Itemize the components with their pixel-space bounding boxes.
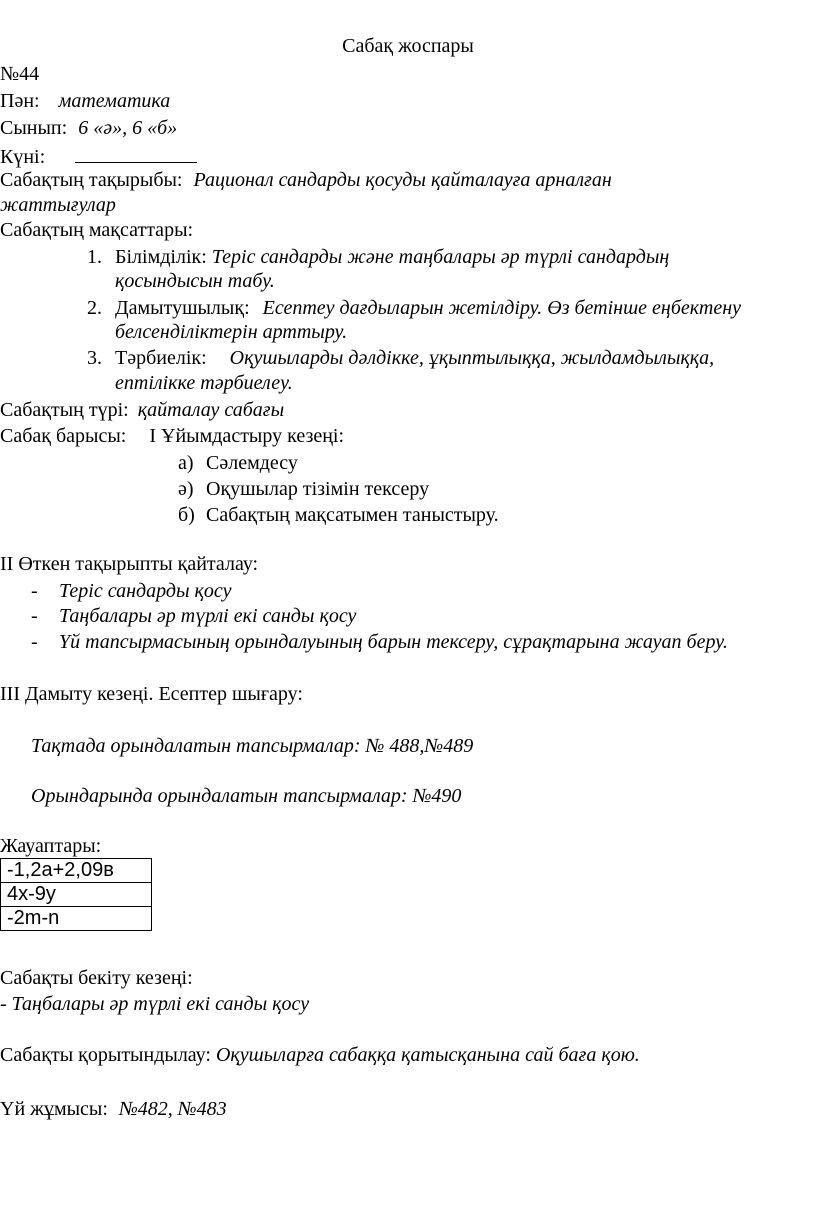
stage2-item: [31, 579, 231, 603]
goal-item: [87, 346, 714, 370]
stage1-step: [178, 451, 298, 475]
progress-row: [0, 424, 344, 448]
step-mark: ә): [178, 478, 194, 500]
goal-text-cont: белсенділіктерін арттыру.: [115, 321, 348, 343]
step-text: Сәлемдесу: [206, 452, 298, 474]
goal-label: Тәрбиелік:: [115, 347, 207, 369]
subject-row: [0, 89, 170, 113]
stage1-step: [178, 503, 499, 527]
progress-label: Сабақ барысы:: [0, 425, 127, 447]
grade-value: 6 «ә», 6 «б»: [78, 117, 178, 139]
homework-row: [0, 1097, 227, 1121]
goal-text: Оқушыларды дәлдікке, ұқыптылыққа, жылдамдылыққа,: [229, 347, 715, 369]
grade-row: [0, 116, 177, 140]
stage2-item-text: Таңбалары әр түрлі екі санды қосу: [59, 605, 357, 627]
stage1-title: I Ұйымдастыру кезеңі:: [149, 425, 345, 447]
goals-label: Сабақтың мақсаттары:: [0, 219, 194, 241]
goal-text: Теріс сандарды және таңбалары әр түрлі сандардың: [211, 246, 670, 268]
topic-value-cont: жаттығулар: [0, 194, 116, 216]
dash-bullet: -: [31, 580, 38, 602]
stage2-item-text: Үй тапсырмасының орындалуының барын тексеру, сұрақтарына жауап беру.: [59, 631, 728, 653]
stage2-item-text: Теріс сандарды қосу: [59, 580, 232, 602]
summary-label: Сабақты қорытындылау:: [0, 1044, 211, 1066]
table-row: [1, 907, 152, 931]
goal-text-cont: қосындысын табу.: [115, 270, 275, 292]
subject-value: математика: [58, 90, 171, 112]
consolidation-label: Сабақты бекіту кезеңі:: [0, 967, 193, 989]
stage2-title: II Өткен тақырыпты қайталау:: [0, 553, 259, 575]
topic-label: Сабақтың тақырыбы:: [0, 169, 183, 191]
goal-label: Дамытушылық:: [115, 297, 250, 319]
step-mark: а): [178, 452, 194, 474]
lesson-type-row: [0, 398, 284, 422]
step-text: Оқушылар тізімін тексеру: [206, 478, 430, 500]
stage3-title: III Дамыту кезеңі. Есептер шығару:: [0, 683, 303, 705]
table-row: [1, 859, 152, 883]
answers-table: [0, 858, 152, 931]
lesson-number: №44: [0, 63, 40, 85]
answers-label: Жауаптары:: [0, 835, 102, 857]
goal-num: 3.: [87, 347, 102, 369]
step-mark: б): [178, 504, 195, 526]
seat-tasks: Орындарында орындалатын тапсырмалар: №490: [31, 785, 462, 807]
stage1-step: [178, 477, 429, 501]
dash-bullet: -: [31, 631, 38, 653]
consolidation-item: - Таңбалары әр түрлі екі санды қосу: [0, 993, 310, 1015]
homework-value: №482, №483: [118, 1098, 227, 1120]
answer-cell: -2m-n: [1, 907, 152, 931]
topic-row: [0, 168, 612, 192]
date-label: Күні:: [0, 146, 46, 168]
goal-num: 2.: [87, 297, 102, 319]
goal-text-cont: ептілікке тәрбиелеу.: [115, 372, 293, 394]
summary-row: [0, 1043, 640, 1067]
subject-label: Пән:: [0, 90, 40, 112]
page-title: Сабақ жоспары: [342, 35, 474, 57]
answer-cell: 4х-9у: [1, 883, 152, 907]
dash-bullet: -: [31, 605, 38, 627]
topic-value: Рационал сандарды қосуды қайталауға арналған: [193, 169, 612, 191]
lesson-type-value: қайталау сабағы: [137, 399, 285, 421]
board-tasks: Тақтада орындалатын тапсырмалар: № 488,№489: [31, 735, 474, 757]
table-row: [1, 883, 152, 907]
goal-item: [87, 296, 741, 320]
goal-text: Есептеу дағдыларын жетілдіру. Өз бетінше еңбектену: [262, 297, 742, 319]
date-blank-line: [75, 142, 197, 163]
answer-cell: -1,2а+2,09в: [1, 859, 152, 883]
goal-item: [87, 245, 669, 269]
lesson-type-label: Сабақтың түрі:: [0, 399, 129, 421]
summary-value: Оқушыларға сабаққа қатысқанына сай баға қою.: [215, 1044, 640, 1066]
step-text: Сабақтың мақсатымен таныстыру.: [206, 504, 499, 526]
stage2-item: [31, 630, 728, 654]
date-row: [0, 142, 197, 169]
goal-num: 1.: [87, 246, 102, 268]
stage2-item: [31, 604, 356, 628]
homework-label: Үй жұмысы:: [0, 1098, 108, 1120]
goal-label: Білімділік:: [115, 246, 207, 268]
grade-label: Сынып:: [0, 117, 68, 139]
